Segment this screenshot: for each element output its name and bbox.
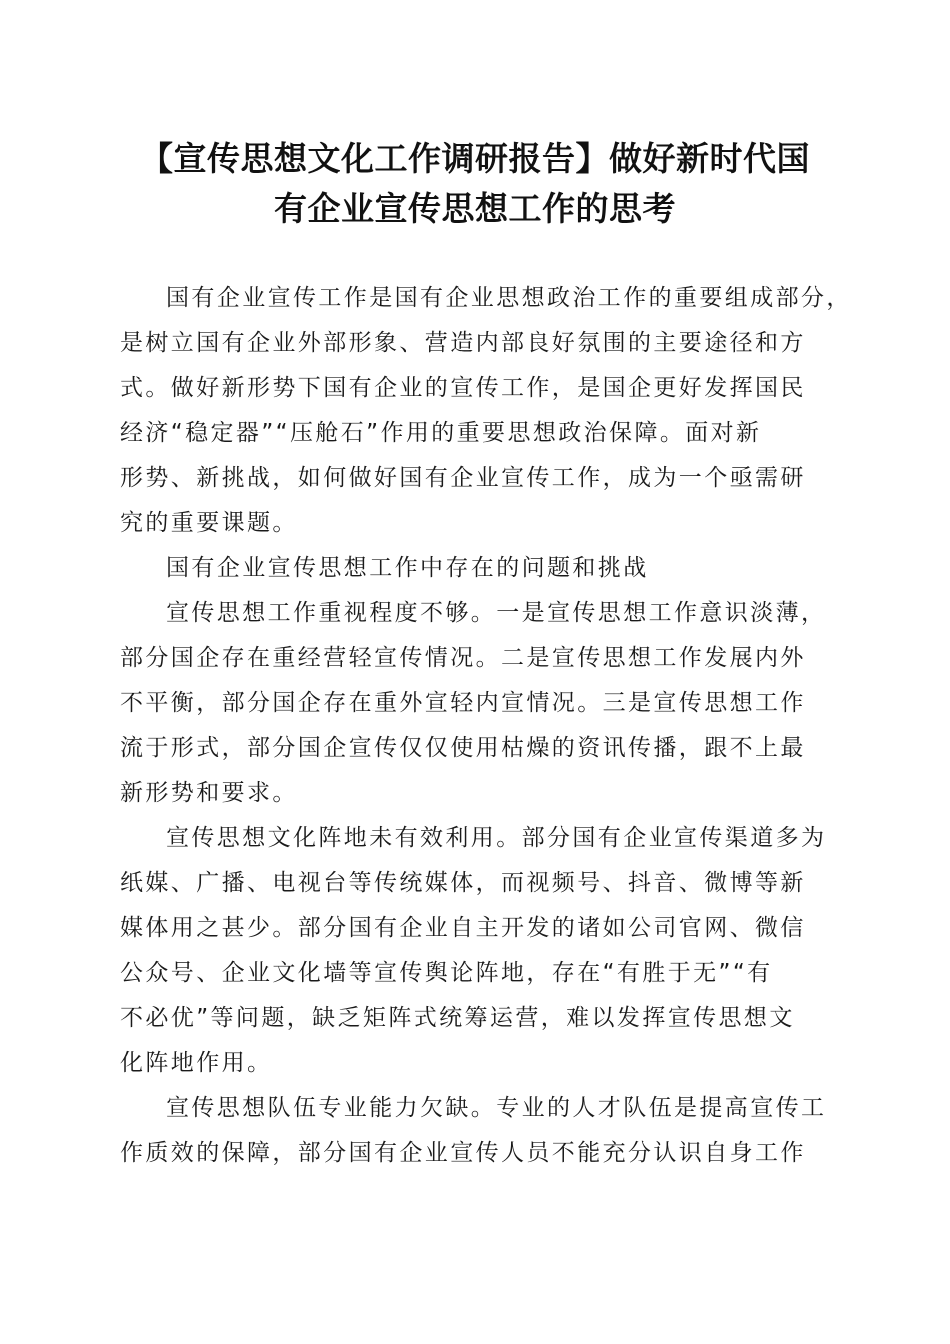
paragraph-line: 宣传思想队伍专业能力欠缺。专业的人才队伍是提高宣传工 bbox=[166, 1095, 827, 1121]
paragraph-line: 宣传思想工作重视程度不够。一是宣传思想工作意识淡薄， bbox=[166, 600, 827, 626]
paragraph-line: 是树立国有企业外部形象、营造内部良好氛围的主要途径和方 bbox=[120, 330, 806, 356]
paragraph-line: 经济“稳定器”“压舱石”作用的重要思想政治保障。面对新 bbox=[120, 420, 762, 446]
paragraph-line: 国有企业宣传思想工作中存在的问题和挑战 bbox=[166, 555, 649, 581]
paragraph-line: 作质效的保障，部分国有企业宣传人员不能充分认识自身工作 bbox=[120, 1140, 806, 1166]
paragraph-problem-platforms bbox=[120, 816, 825, 1086]
paragraph-problem-team bbox=[120, 1086, 825, 1176]
paragraph-line: 不必优”等问题，缺乏矩阵式统筹运营，难以发挥宣传思想文 bbox=[120, 1005, 795, 1031]
paragraph-intro bbox=[120, 276, 852, 546]
document-body bbox=[120, 276, 852, 1176]
document-title bbox=[100, 134, 850, 234]
paragraph-line: 究的重要课题。 bbox=[120, 510, 298, 536]
paragraph-line: 形势、新挑战，如何做好国有企业宣传工作，成为一个亟需研 bbox=[120, 465, 806, 491]
title-line: 有企业宣传思想工作的思考 bbox=[274, 189, 676, 228]
paragraph-line: 公众号、企业文化墙等宣传舆论阵地，存在“有胜于无”“有 bbox=[120, 960, 773, 986]
paragraph-line: 纸媒、广播、电视台等传统媒体，而视频号、抖音、微博等新 bbox=[120, 870, 806, 896]
paragraph-line: 流于形式，部分国企宣传仅仅使用枯燥的资讯传播，跟不上最 bbox=[120, 735, 806, 761]
paragraph-line: 宣传思想文化阵地未有效利用。部分国有企业宣传渠道多为 bbox=[166, 825, 827, 851]
paragraph-problem-attention bbox=[120, 591, 825, 816]
paragraph-line: 部分国企存在重经营轻宣传情况。二是宣传思想工作发展内外 bbox=[120, 645, 806, 671]
paragraph-line: 式。做好新形势下国有企业的宣传工作，是国企更好发挥国民 bbox=[120, 375, 806, 401]
paragraph-line: 新形势和要求。 bbox=[120, 780, 298, 806]
paragraph-line: 不平衡，部分国企存在重外宣轻内宣情况。三是宣传思想工作 bbox=[120, 690, 806, 716]
title-line: 【宣传思想文化工作调研报告】做好新时代国 bbox=[140, 139, 810, 178]
paragraph-line: 国有企业宣传工作是国有企业思想政治工作的重要组成部分， bbox=[166, 285, 852, 311]
paragraph-line: 媒体用之甚少。部分国有企业自主开发的诸如公司官网、微信 bbox=[120, 915, 806, 941]
section-heading bbox=[120, 546, 825, 591]
paragraph-line: 化阵地作用。 bbox=[120, 1050, 273, 1076]
